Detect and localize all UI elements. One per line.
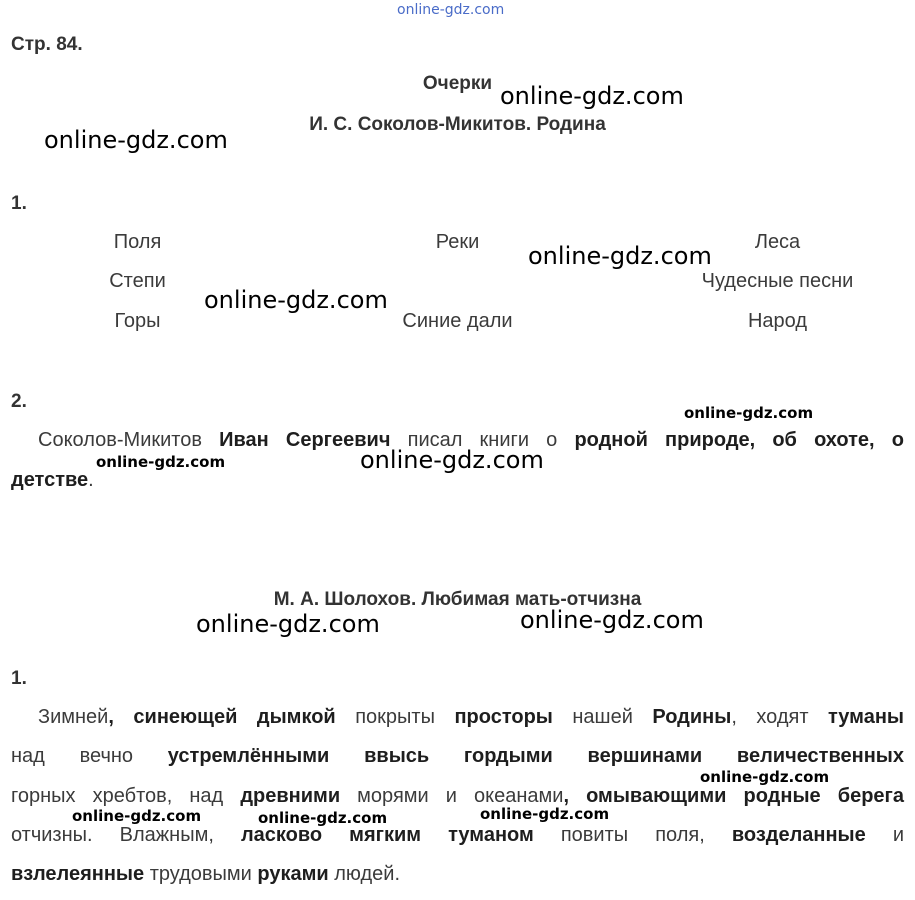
watermark: online-gdz.com (528, 242, 712, 270)
bold-run: детстве (11, 469, 89, 491)
word-fields: Поля (113, 231, 162, 253)
word-people: Народ (747, 310, 808, 332)
bold-run: устремлёнными ввысь гордыми вершинами величественных (167, 745, 904, 767)
section-title: И. С. Соколов-Микитов. Родина (309, 114, 606, 135)
text-run: писал книги о (390, 429, 575, 451)
text-run: трудовыми (144, 863, 258, 885)
text-run: повиты поля, (533, 824, 732, 846)
word-mountains: Горы (114, 310, 161, 332)
bold-run: руками (257, 863, 329, 885)
task2-line2 (11, 469, 94, 492)
bold-run: Иван Сергеевич (219, 429, 391, 451)
bold-run: возделанные (731, 824, 866, 846)
text-run: нашей (552, 706, 653, 728)
text-run: отчизны. Влажным, (11, 824, 241, 846)
word-steppes: Степи (109, 270, 166, 292)
watermark: online-gdz.com (72, 807, 202, 825)
text-run: покрыты (335, 706, 455, 728)
task3-line5 (11, 863, 400, 886)
watermark: online-gdz.com (684, 404, 814, 422)
task-number: 2. (11, 391, 27, 412)
text-run: Зимней (38, 706, 109, 728)
text-run: . (88, 469, 94, 491)
bold-run: ласково мягким туманом (240, 824, 534, 846)
text-run: и (865, 824, 904, 846)
watermark: online-gdz.com (480, 805, 610, 823)
word-songs: Чудесные песни (701, 270, 854, 292)
text-run: над вечно (11, 745, 168, 767)
text-run: , ходят (731, 706, 829, 728)
bold-run: туманы (828, 706, 904, 728)
word-rivers: Реки (435, 231, 480, 253)
top-watermark: online-gdz.com (397, 2, 505, 18)
page-label: Стр. 84. (11, 34, 83, 55)
text-run: горных хребтов, над (11, 785, 241, 807)
task3-line3 (11, 785, 904, 808)
section-title: М. А. Шолохов. Любимая мать-отчизна (273, 589, 642, 610)
watermark: online-gdz.com (204, 286, 388, 314)
watermark: online-gdz.com (96, 453, 226, 471)
bold-run: просторы (454, 706, 553, 728)
watermark: online-gdz.com (520, 606, 704, 634)
word-distances: Синие дали (402, 310, 513, 332)
task-number: 1. (11, 668, 27, 689)
text-run: морями и океанами (340, 785, 564, 807)
text-run: людей. (328, 863, 400, 885)
bold-run: , омывающими родные берега (563, 785, 904, 807)
bold-run: Родины (652, 706, 732, 728)
word-forests: Леса (754, 231, 801, 253)
watermark: online-gdz.com (500, 82, 684, 110)
watermark: online-gdz.com (700, 768, 830, 786)
bold-run: древними (240, 785, 341, 807)
bold-run: родной природе, об охоте, о (574, 429, 904, 451)
watermark: online-gdz.com (258, 809, 388, 827)
bold-run: , синеющей дымкой (108, 706, 336, 728)
task3-line2 (11, 745, 904, 768)
text-run: Соколов-Микитов (38, 429, 220, 451)
task3-line1 (11, 706, 904, 729)
watermark: online-gdz.com (360, 446, 544, 474)
watermark: online-gdz.com (196, 610, 380, 638)
task3-line4 (11, 824, 904, 847)
section-category: Очерки (422, 73, 493, 94)
task-number: 1. (11, 193, 27, 214)
bold-run: взлелеянные (11, 863, 145, 885)
watermark: online-gdz.com (44, 126, 228, 154)
